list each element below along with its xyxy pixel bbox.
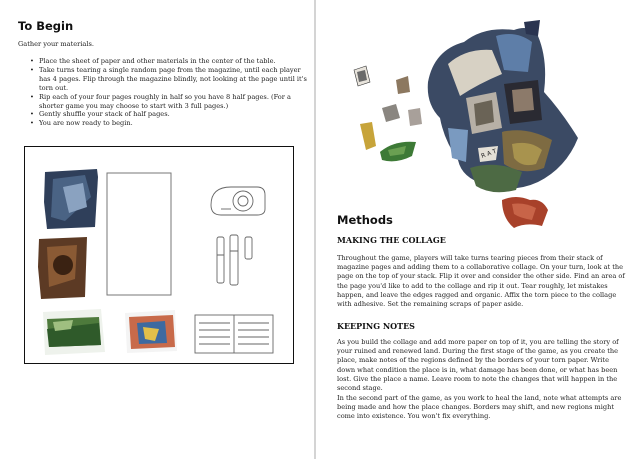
marker-sketches bbox=[217, 235, 252, 285]
list-item: • You are now ready to begin. bbox=[30, 119, 308, 128]
paragraph: As you build the collage and add more paper on top of it, you are telling the story of your ruined and renewed land. During the first stage of the game, as you create the place, make notes of the regions defined by the borders of your torn paper. Write down what condition the place is in, what damage has been done, or what has been lost. Give the place a name. Leave room to note the changes that will happen in the second stage. bbox=[337, 338, 619, 393]
section-title: Methods bbox=[337, 213, 393, 227]
notebook-sketch bbox=[195, 315, 273, 353]
paragraph: Throughout the game, players will take turns tearing pieces from their stack of magazine pages and adding them to a collaborative collage. On your turn, look at the page on the top of your stack. Flip it over and consider the other side. Find an area of the page you'd like to add to the collage and rip it out. Tear roughly, let mistakes happen, and leave the edges ragged and organic. Affix the torn piece to the collage with adhesive. Set the remaining scraps of paper aside. bbox=[337, 254, 625, 309]
subsection-heading: KEEPING NOTES bbox=[337, 321, 415, 331]
collage-illustration bbox=[316, 0, 630, 235]
subsection-heading: MAKING THE COLLAGE bbox=[337, 235, 446, 245]
left-page bbox=[0, 0, 314, 459]
list-item: • Gently shuffle your stack of half pages. bbox=[30, 110, 308, 119]
magazine-scrap-brown bbox=[38, 237, 87, 299]
intro-text: Gather your materials. bbox=[18, 40, 94, 48]
blank-paper-sheet bbox=[107, 173, 171, 295]
svg-text:R A T: R A T bbox=[480, 147, 498, 160]
magazine-scrap-blue bbox=[44, 169, 98, 229]
list-item: • Rip each of your four pages roughly in half so you have 8 half pages. (For a shorter game you may choose to start with 3 full pages.) bbox=[30, 93, 308, 111]
magazine-scrap-green bbox=[43, 309, 105, 355]
materials-illustration bbox=[24, 146, 294, 364]
right-page bbox=[316, 0, 630, 459]
list-item: • Take turns tearing a single random page from the magazine, until each player has 4 pages. Flip through the magazine blindly, not looking at the page until it's torn out. bbox=[30, 66, 308, 93]
magazine-scrap-colorful bbox=[125, 310, 177, 353]
tape-dispenser-sketch bbox=[211, 187, 265, 215]
steps-list bbox=[30, 57, 308, 128]
list-item: • Place the sheet of paper and other materials in the center of the table. bbox=[30, 57, 308, 66]
page-title: To Begin bbox=[18, 19, 74, 33]
paragraph: In the second part of the game, as you work to heal the land, note what attempts are being made and how the place changes. Borders may shift, and new regions might come into existence. You won't fix everything. bbox=[337, 394, 622, 421]
